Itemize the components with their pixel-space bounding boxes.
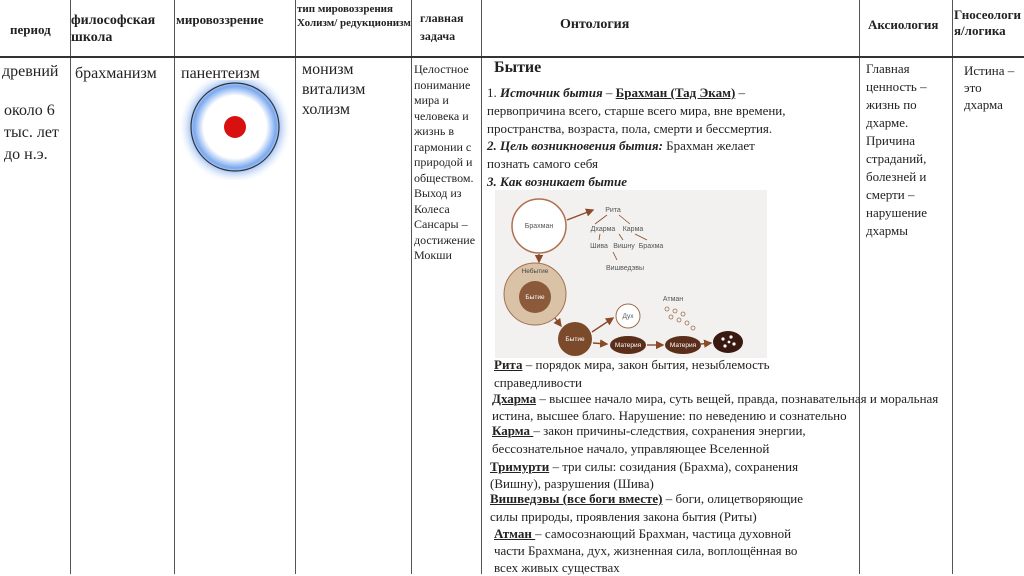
type-line: витализм <box>302 81 366 98</box>
header-type: тип мировоззрения Холизм/ редукционизм <box>297 3 411 29</box>
task-cell: Целостное понимание мира и человека и жизнь в гармонии с природой и обществом. Выход из Колеса Сансары – достижение Мокши <box>414 62 476 262</box>
karma-label: Карма <box>622 226 644 233</box>
glossary-text: справедливости <box>494 375 582 390</box>
axiology-cell: Главная ценность – жизнь по дхарме. Причина страданий, болезней и смерти – нарушение дхармы <box>866 61 928 238</box>
dukh-label: Дух <box>622 313 634 320</box>
bytie-inner-label: Бытие <box>525 294 545 301</box>
ontology-text: пространства, возраста, пола, смерти и бессмертия. <box>487 121 773 136</box>
header-ontology: Онтология <box>560 17 630 32</box>
glossary-rita: Рита – порядок мира, закон бытия, незыблемость <box>494 357 770 372</box>
header-school: философская школа <box>71 13 156 45</box>
column-divider <box>70 0 71 574</box>
vishnu-label: Вишну <box>613 243 635 250</box>
brahma-label: Брахма <box>638 243 664 250</box>
type-line: монизм <box>302 61 354 78</box>
nebytie-label: Небытие <box>521 268 549 275</box>
ontology-point-2: 2. Цель возникновения бытия: Брахман желает <box>487 138 755 153</box>
glossary-text: силы природы, проявления закона бытия (Риты) <box>490 509 757 524</box>
type-cell <box>302 60 365 120</box>
header-period: период <box>10 22 51 37</box>
rita-label: Рита <box>605 207 621 214</box>
column-divider <box>295 0 296 574</box>
glossary-text: истина, высшее благо. Нарушение: по неведению и сознательно <box>492 408 847 423</box>
column-divider <box>174 0 175 574</box>
materia-label-1: Материя <box>614 342 642 349</box>
glossary-text: бессознательное начало, управляющее Вселенной <box>492 441 770 456</box>
ontology-text: познать самого себя <box>487 156 598 171</box>
worldview-cell: панентеизм <box>181 65 260 82</box>
ontology-title: Бытие <box>494 59 542 76</box>
column-divider <box>411 0 412 574</box>
glossary-text: всех живых существах <box>494 560 620 575</box>
bytie-small-label: Бытие <box>565 336 585 343</box>
ontology-point-1: 1. Источник бытия – Брахман (Тад Экам) – <box>487 85 746 100</box>
glossary-karma: Карма – закон причины-следствия, сохранения энергии, <box>492 423 806 438</box>
panentheism-symbol <box>176 80 294 180</box>
period-cell: древний <box>2 63 59 80</box>
glossary-text: (Вишну), разрушения (Шива) <box>490 476 654 491</box>
genesis-diagram <box>495 190 767 358</box>
period-detail: около 6 тыс. лет до н.э. <box>4 102 59 163</box>
header-gnoseology: Гносеология/логика <box>954 7 1021 38</box>
shiva-label: Шива <box>590 243 608 250</box>
brahman-label: Брахман <box>524 223 554 230</box>
atman-label: Атман <box>662 296 684 303</box>
glossary-dharma: Дхарма – высшее начало мира, суть вещей, правда, познавательная и моральная <box>492 391 939 406</box>
column-divider <box>859 0 860 574</box>
dharma-label: Дхарма <box>590 226 616 233</box>
ontology-point-3: 3. Как возникает бытие <box>487 174 627 189</box>
glossary-atman: Атман – самосознающий Брахман, частица духовной <box>494 526 792 541</box>
glossary-text: части Брахмана, дух, жизненная сила, воплощённая во <box>494 543 798 558</box>
header-worldview: мировоззрение <box>176 12 264 27</box>
glossary-vishvedevy: Вишведэвы (все боги вместе) – боги, олицетворяющие <box>490 491 804 506</box>
header-axiology: Аксиология <box>868 17 939 32</box>
header-divider <box>0 56 1024 58</box>
school-cell: брахманизм <box>75 65 157 82</box>
type-line: холизм <box>302 101 350 118</box>
vishvedevy-label: Вишведэвы <box>605 265 645 272</box>
ontology-text: первопричина всего, старше всего мира, вне времени, <box>487 103 786 118</box>
glossary-trimurti: Тримурти – три силы: созидания (Брахма), сохранения <box>490 459 799 474</box>
column-divider <box>952 0 953 574</box>
header-task: главная задача <box>420 11 464 43</box>
gnoseology-cell: Истина – это дхарма <box>964 63 1015 112</box>
materia-label-2: Материя <box>669 342 697 349</box>
